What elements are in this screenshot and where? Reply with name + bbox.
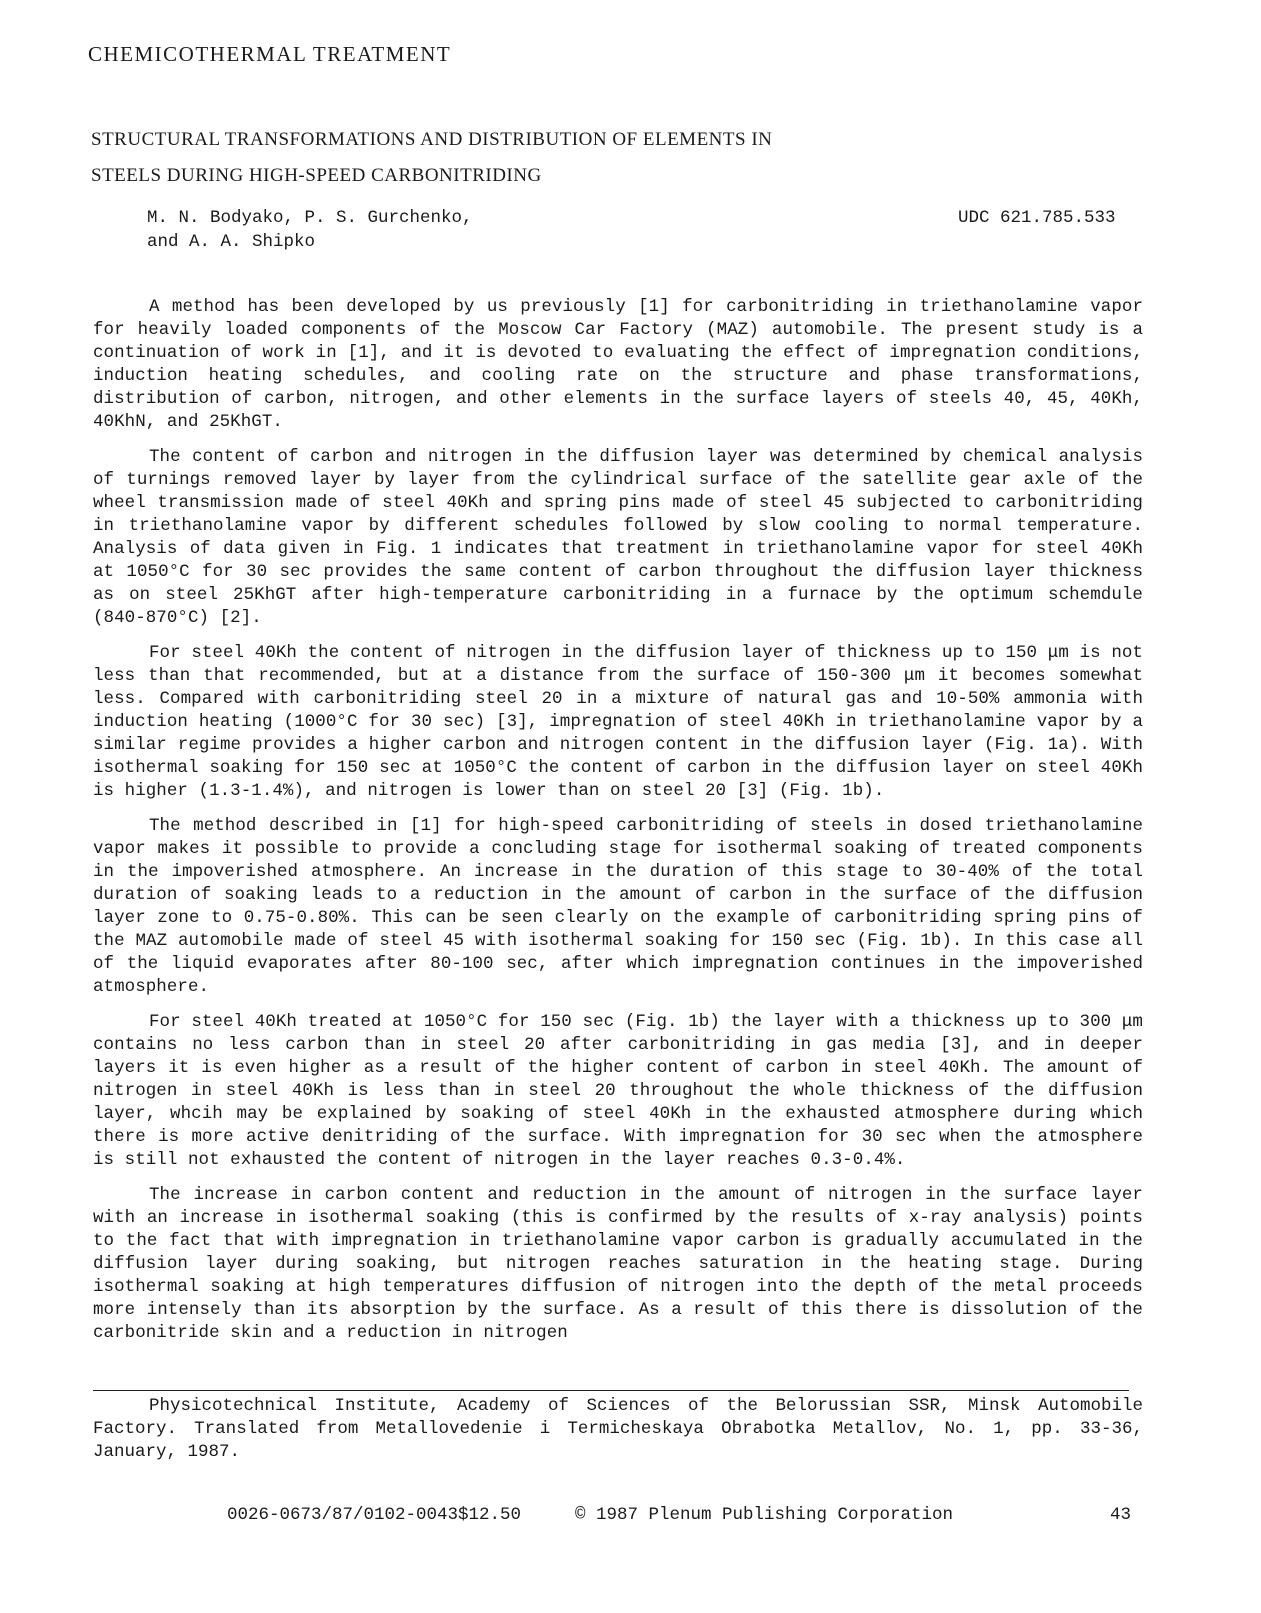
author-line-2: and A. A. Shipko: [147, 232, 316, 252]
article-title: [91, 122, 772, 194]
author-list: [147, 206, 473, 254]
article-title-line-1: STRUCTURAL TRANSFORMATIONS AND DISTRIBUTION OF ELEMENTS IN: [91, 129, 773, 150]
author-line-1: M. N. Bodyako, P. S. Gurchenko,: [147, 208, 473, 228]
udc-code: UDC 621.785.533: [958, 208, 1116, 228]
article-title-line-2: STEELS DURING HIGH-SPEED CARBONITRIDING: [91, 165, 542, 186]
paragraph: The method described in [1] for high-speed carbonitriding of steels in dosed triethanolamine vapor makes it possible to provide a concluding stage for isothermal soaking of treated components in the impoverished atmosphere. An increase in the duration of this stage to 30-40% of the total duration of soaking leads to a reduction in the amount of carbon in the surface of the diffusion layer zone to 0.75-0.80%. This can be seen clearly on the example of carbonitriding spring pins of the MAZ automobile made of steel 45 with isothermal soaking for 150 sec (Fig. 1b). In this case all of the liquid evaporates after 80-100 sec, after which impregnation continues in the impoverished atmosphere.: [93, 816, 1143, 997]
paragraph: A method has been developed by us previously [1] for carbonitriding in triethanolamine vapor for heavily loaded components of the Moscow Car Factory (MAZ) automobile. The present study is a continuation of work in [1], and it is devoted to evaluating the effect of impregnation conditions, induction heating schedules, and cooling rate on the structure and phase transformations, distribution of carbon, nitrogen, and other elements in the surface layers of steels 40, 45, 40Kh, 40KhN, and 25KhGT.: [93, 297, 1143, 432]
paragraph: For steel 40Kh treated at 1050°C for 150 sec (Fig. 1b) the layer with a thickness up to 300 μm contains no less carbon than in steel 20 after carbonitriding in gas media [3], and in deeper layers it is even higher as a result of the higher content of carbon in steel 40Kh. The amount of nitrogen in steel 40Kh is less than in steel 20 throughout the whole thickness of the diffusion layer, whcih may be explained by soaking of steel 40Kh in the exhausted atmosphere during which there is more active denitriding of the surface. With impregnation for 30 sec when the atmosphere is still not exhausted the content of nitrogen in the layer reaches 0.3-0.4%.: [93, 1012, 1143, 1170]
footnote-divider: [93, 1390, 1129, 1391]
paragraph: The content of carbon and nitrogen in the diffusion layer was determined by chemical analysis of turnings removed layer by layer from the cylindrical surface of the satellite gear axle of the wheel transmission made of steel 40Kh and spring pins made of steel 45 subjected to carbonitriding in triethanolamine vapor by different schedules followed by slow cooling to normal temperature. Analysis of data given in Fig. 1 indicates that treatment in triethanolamine vapor for steel 40Kh at 1050°C for 30 sec provides the same content of carbon throughout the diffusion layer thickness as on steel 25KhGT after high-temperature carbonitriding in a furnace by the optimum schemdule (840-870°C) [2].: [93, 447, 1143, 628]
affiliation-footnote: Physicotechnical Institute, Academy of Sciences of the Belorussian SSR, Minsk Automobile Factory. Translated from Metallovedenie i Termicheskaya Obrabotka Metallov, No. 1, pp. 33-36, January, 1987.: [93, 1396, 1143, 1462]
article-body: [93, 296, 1143, 1357]
section-header: CHEMICOTHERMAL TREATMENT: [88, 42, 452, 66]
copyright-notice: © 1987 Plenum Publishing Corporation: [575, 1505, 954, 1525]
article-code: 0026-0673/87/0102-0043$12.50: [227, 1505, 522, 1525]
paragraph: The increase in carbon content and reduction in the amount of nitrogen in the surface layer with an increase in isothermal soaking (this is confirmed by the results of x-ray analysis) points to the fact that with impregnation in triethanolamine vapor carbon is gradually accumulated in the diffusion layer during soaking, but nitrogen reaches saturation in the heating stage. During isothermal soaking at high temperatures diffusion of nitrogen into the depth of the metal proceeds more intensely than its absorption by the surface. As a result of this there is dissolution of the carbonitride skin and a reduction in nitrogen: [93, 1185, 1143, 1343]
paragraph: For steel 40Kh the content of nitrogen in the diffusion layer of thickness up to 150 μm is not less than that recommended, but at a distance from the surface of 150-300 μm it becomes somewhat less. Compared with carbonitriding steel 20 in a mixture of natural gas and 10-50% ammonia with induction heating (1000°C for 30 sec) [3], impregnation of steel 40Kh in triethanolamine vapor by a similar regime provides a higher carbon and nitrogen content in the diffusion layer (Fig. 1a). With isothermal soaking for 150 sec at 1050°C the content of carbon in the diffusion layer on steel 40Kh is higher (1.3-1.4%), and nitrogen is lower than on steel 20 [3] (Fig. 1b).: [93, 643, 1143, 801]
page-number: 43: [1110, 1505, 1132, 1525]
